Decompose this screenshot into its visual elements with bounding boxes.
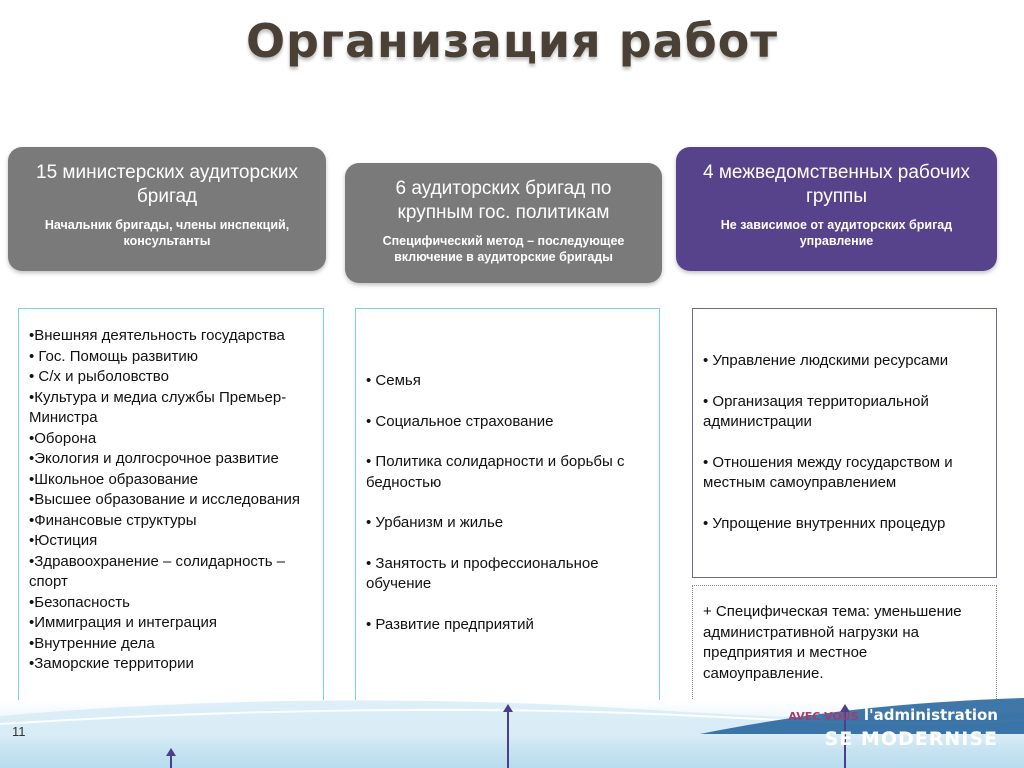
list-item: •Школьное образование (29, 470, 199, 488)
header-subtitle: Специфический метод – последующее включение в аудиторские бригады (382, 234, 625, 264)
header-box-audit-policy (345, 163, 662, 283)
list-item: •Заморские территории (29, 655, 194, 672)
special-topic-box (692, 585, 997, 703)
list-item: •Иммиграция и интеграция (29, 614, 217, 631)
brand-line1: l'administration (863, 706, 998, 724)
brand-logo (788, 706, 998, 750)
page-number: 11 (12, 724, 26, 739)
list-item: • Отношения между государством и местным самоуправлением (703, 453, 953, 491)
list-item: • Гос. Помощь развитию (29, 347, 199, 365)
list-item: • Политика солидарности и борьбы с бедностью (366, 453, 625, 491)
list-interdepartmental (692, 308, 997, 578)
header-box-interdepartmental (676, 147, 997, 271)
list-audit-policy (355, 308, 660, 704)
header-subtitle: Начальник бригады, члены инспекций, консультанты (44, 218, 290, 248)
special-topic-text: + Специфическая тема: уменьшение административной нагрузки на предприятия и местное самоуправление. (703, 603, 962, 682)
header-title: 15 министерских аудиторских бригад (36, 162, 298, 207)
list-item: •Высшее образование и исследования (29, 491, 300, 508)
list-item: •Внешняя деятельность государства (29, 327, 285, 344)
list-ministerial (18, 308, 324, 752)
list-item: • Урбанизм и жилье (366, 514, 504, 531)
arrow-up-icon (164, 748, 178, 768)
list-item: • Организация территориальной администрации (703, 392, 929, 430)
brand-line2: SE MODERNISE (824, 728, 998, 750)
list-item: •Культура и медиа службы Премьер-Министра (29, 388, 287, 426)
list-item: •Здравоохранение – солидарность – спорт (29, 552, 286, 590)
header-box-ministerial (8, 147, 326, 271)
list-item: • С/х и рыболовство (29, 368, 169, 385)
header-title: 6 аудиторских бригад по крупным гос. политикам (395, 178, 612, 223)
arrow-up-icon (501, 704, 515, 768)
list-item: •Оборона (29, 429, 97, 447)
header-subtitle: Не зависимое от аудиторских бригад управление (720, 218, 953, 248)
list-item: •Экология и долгосрочное развитие (29, 450, 279, 467)
list-item: •Финансовые структуры (29, 511, 197, 529)
list-item: •Юстиция (29, 532, 98, 549)
page-title: Организация работ (245, 14, 779, 68)
list-item: • Развитие предприятий (366, 615, 534, 633)
list-item: • Социальное страхование (366, 412, 554, 430)
list-item: •Безопасность (29, 593, 130, 611)
list-item: • Занятость и профессиональное обучение (366, 554, 599, 592)
brand-avec: AVEC VOUS (788, 710, 859, 723)
list-item: • Управление людскими ресурсами (703, 352, 949, 369)
list-item: • Семья (366, 372, 421, 389)
list-item: •Внутренние дела (29, 634, 155, 652)
header-title: 4 межведомственных рабочих группы (703, 162, 970, 207)
list-item: • Упрощение внутренних процедур (703, 514, 946, 532)
